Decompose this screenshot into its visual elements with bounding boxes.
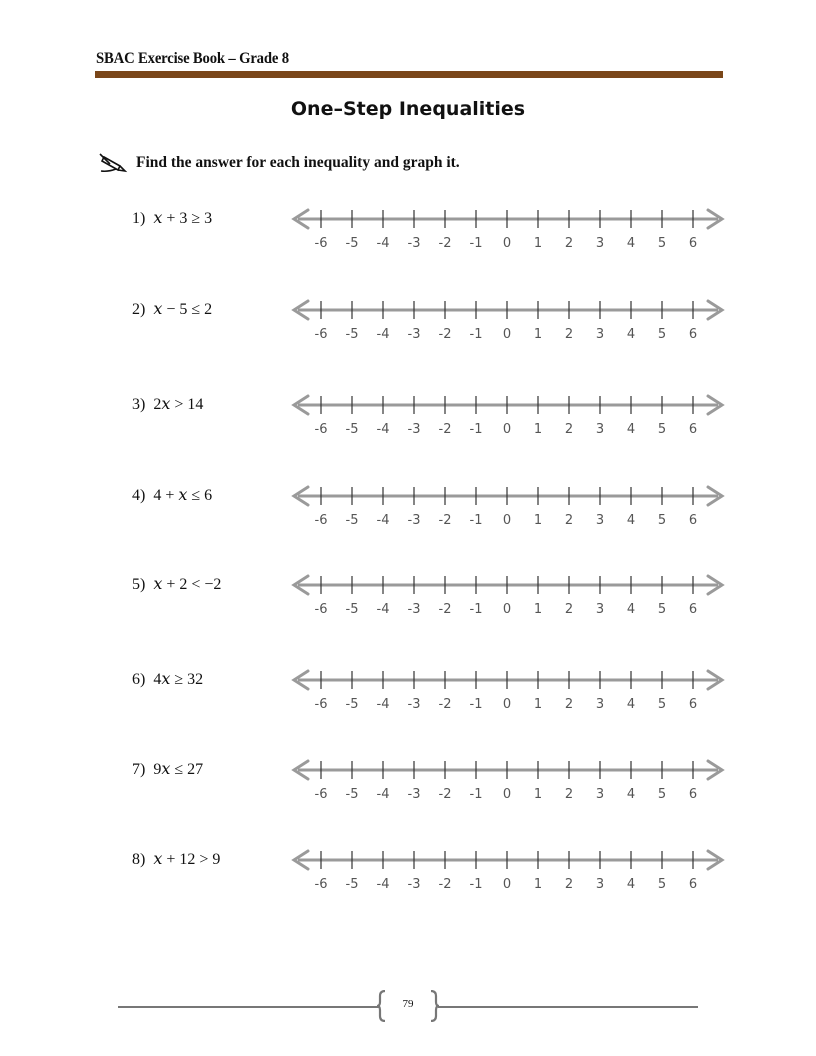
tick-label: 2 <box>564 697 574 712</box>
problem-inequality: 9𝑥 ≤ 27 <box>153 761 204 778</box>
tick-label: 1 <box>533 602 543 617</box>
problem-number: 4) <box>132 487 146 504</box>
tick-label: -6 <box>314 602 328 617</box>
tick-label: 1 <box>533 236 543 251</box>
tick-label: 6 <box>688 513 698 528</box>
number-line[interactable] <box>288 391 728 441</box>
number-line[interactable] <box>288 846 728 896</box>
tick-label: -5 <box>345 236 359 251</box>
tick-label: -5 <box>345 602 359 617</box>
tick-label: -2 <box>438 236 452 251</box>
tick-label: -4 <box>376 787 390 802</box>
number-line[interactable] <box>288 756 728 806</box>
tick-label: -2 <box>438 602 452 617</box>
problem-inequality: 2𝑥 > 14 <box>153 396 204 413</box>
tick-label: 5 <box>657 602 667 617</box>
tick-label: 0 <box>502 422 512 437</box>
tick-label: -1 <box>469 422 483 437</box>
page-number: 79 <box>402 998 414 1010</box>
problem-number: 8) <box>132 851 146 868</box>
tick-label: -5 <box>345 697 359 712</box>
tick-label: 4 <box>626 513 636 528</box>
tick-label: -6 <box>314 327 328 342</box>
tick-label: -4 <box>376 602 390 617</box>
tick-label: -5 <box>345 787 359 802</box>
tick-label: 4 <box>626 602 636 617</box>
tick-label: 5 <box>657 513 667 528</box>
tick-label: -1 <box>469 787 483 802</box>
tick-label: 3 <box>595 422 605 437</box>
tick-label: -4 <box>376 422 390 437</box>
tick-label: 1 <box>533 422 543 437</box>
tick-label: -1 <box>469 697 483 712</box>
tick-label: 5 <box>657 236 667 251</box>
tick-label: 4 <box>626 422 636 437</box>
tick-label: -2 <box>438 697 452 712</box>
footer-line-left <box>118 1006 380 1008</box>
number-line[interactable] <box>288 296 728 346</box>
tick-label: 4 <box>626 877 636 892</box>
tick-label: 4 <box>626 327 636 342</box>
tick-label: 0 <box>502 602 512 617</box>
number-line[interactable] <box>288 205 728 255</box>
tick-label: -3 <box>407 327 421 342</box>
tick-label: 1 <box>533 327 543 342</box>
tick-label: 6 <box>688 422 698 437</box>
tick-label: -6 <box>314 422 328 437</box>
footer-line-right <box>438 1006 698 1008</box>
tick-label: -3 <box>407 697 421 712</box>
tick-label: 2 <box>564 422 574 437</box>
tick-label: -6 <box>314 877 328 892</box>
tick-label: -4 <box>376 877 390 892</box>
problem-inequality: 4 + 𝑥 ≤ 6 <box>153 487 213 504</box>
tick-label: 3 <box>595 236 605 251</box>
tick-label: 6 <box>688 602 698 617</box>
problem-number: 5) <box>132 576 146 593</box>
book-title: SBAC Exercise Book – Grade 8 <box>96 50 289 67</box>
tick-label: 5 <box>657 787 667 802</box>
tick-label: -6 <box>314 697 328 712</box>
tick-label: 6 <box>688 787 698 802</box>
tick-label: -6 <box>314 787 328 802</box>
tick-label: -3 <box>407 787 421 802</box>
tick-label: 0 <box>502 787 512 802</box>
tick-label: 1 <box>533 697 543 712</box>
tick-label: 2 <box>564 327 574 342</box>
number-line[interactable] <box>288 571 728 621</box>
tick-label: -6 <box>314 513 328 528</box>
tick-label: -1 <box>469 327 483 342</box>
tick-label: 3 <box>595 697 605 712</box>
problem-2 <box>0 296 816 356</box>
instructions-text: Find the answer for each inequality and graph it. <box>136 154 460 171</box>
page-title: One–Step Inequalities <box>290 98 526 120</box>
problem-inequality: 𝑥 + 3 ≥ 3 <box>153 210 213 227</box>
problem-number: 2) <box>132 301 146 318</box>
tick-label: 6 <box>688 877 698 892</box>
tick-label: 1 <box>533 513 543 528</box>
tick-label: 0 <box>502 236 512 251</box>
problem-number: 3) <box>132 396 146 413</box>
problem-4 <box>0 482 816 542</box>
tick-label: -4 <box>376 327 390 342</box>
tick-label: -2 <box>438 787 452 802</box>
tick-label: -1 <box>469 236 483 251</box>
left-bracket <box>377 990 387 1022</box>
problem-6 <box>0 666 816 726</box>
tick-label: 3 <box>595 327 605 342</box>
tick-label: -5 <box>345 877 359 892</box>
tick-label: 3 <box>595 787 605 802</box>
tick-label: 4 <box>626 697 636 712</box>
problem-inequality: 𝑥 − 5 ≤ 2 <box>153 301 213 318</box>
tick-label: 0 <box>502 327 512 342</box>
tick-label: 0 <box>502 697 512 712</box>
tick-label: 0 <box>502 877 512 892</box>
problem-1 <box>0 205 816 265</box>
tick-label: 2 <box>564 236 574 251</box>
tick-label: 2 <box>564 513 574 528</box>
tick-label: -4 <box>376 513 390 528</box>
tick-label: -5 <box>345 422 359 437</box>
tick-label: -2 <box>438 877 452 892</box>
tick-label: 5 <box>657 422 667 437</box>
tick-label: 3 <box>595 513 605 528</box>
tick-label: -3 <box>407 877 421 892</box>
tick-label: 6 <box>688 327 698 342</box>
tick-label: 0 <box>502 513 512 528</box>
tick-label: 6 <box>688 236 698 251</box>
tick-label: 2 <box>564 877 574 892</box>
problem-8 <box>0 846 816 906</box>
tick-label: -3 <box>407 602 421 617</box>
problem-7 <box>0 756 816 816</box>
number-line[interactable] <box>288 482 728 532</box>
tick-label: -2 <box>438 422 452 437</box>
pencil-writing-icon <box>98 151 128 175</box>
tick-label: -2 <box>438 513 452 528</box>
tick-label: 5 <box>657 697 667 712</box>
tick-label: -3 <box>407 422 421 437</box>
tick-label: -3 <box>407 236 421 251</box>
tick-label: -6 <box>314 236 328 251</box>
header-divider <box>95 71 723 78</box>
number-line[interactable] <box>288 666 728 716</box>
tick-label: -5 <box>345 327 359 342</box>
tick-label: -4 <box>376 236 390 251</box>
problem-inequality: 4𝑥 ≥ 32 <box>153 671 204 688</box>
problem-3 <box>0 391 816 451</box>
problem-inequality: 𝑥 + 12 > 9 <box>153 851 221 868</box>
problem-5 <box>0 571 816 631</box>
tick-label: 1 <box>533 877 543 892</box>
tick-label: 5 <box>657 327 667 342</box>
tick-label: -1 <box>469 602 483 617</box>
problem-number: 6) <box>132 671 146 688</box>
tick-label: -2 <box>438 327 452 342</box>
problem-number: 1) <box>132 210 146 227</box>
tick-label: 2 <box>564 787 574 802</box>
tick-label: 1 <box>533 787 543 802</box>
tick-label: -1 <box>469 513 483 528</box>
tick-label: 4 <box>626 236 636 251</box>
tick-label: 5 <box>657 877 667 892</box>
tick-label: 2 <box>564 602 574 617</box>
tick-label: 3 <box>595 602 605 617</box>
tick-label: -1 <box>469 877 483 892</box>
tick-label: -3 <box>407 513 421 528</box>
tick-label: 6 <box>688 697 698 712</box>
tick-label: -5 <box>345 513 359 528</box>
tick-label: 4 <box>626 787 636 802</box>
tick-label: -4 <box>376 697 390 712</box>
tick-label: 3 <box>595 877 605 892</box>
instructions <box>98 150 460 176</box>
problem-inequality: 𝑥 + 2 < −2 <box>153 576 222 593</box>
problem-number: 7) <box>132 761 146 778</box>
